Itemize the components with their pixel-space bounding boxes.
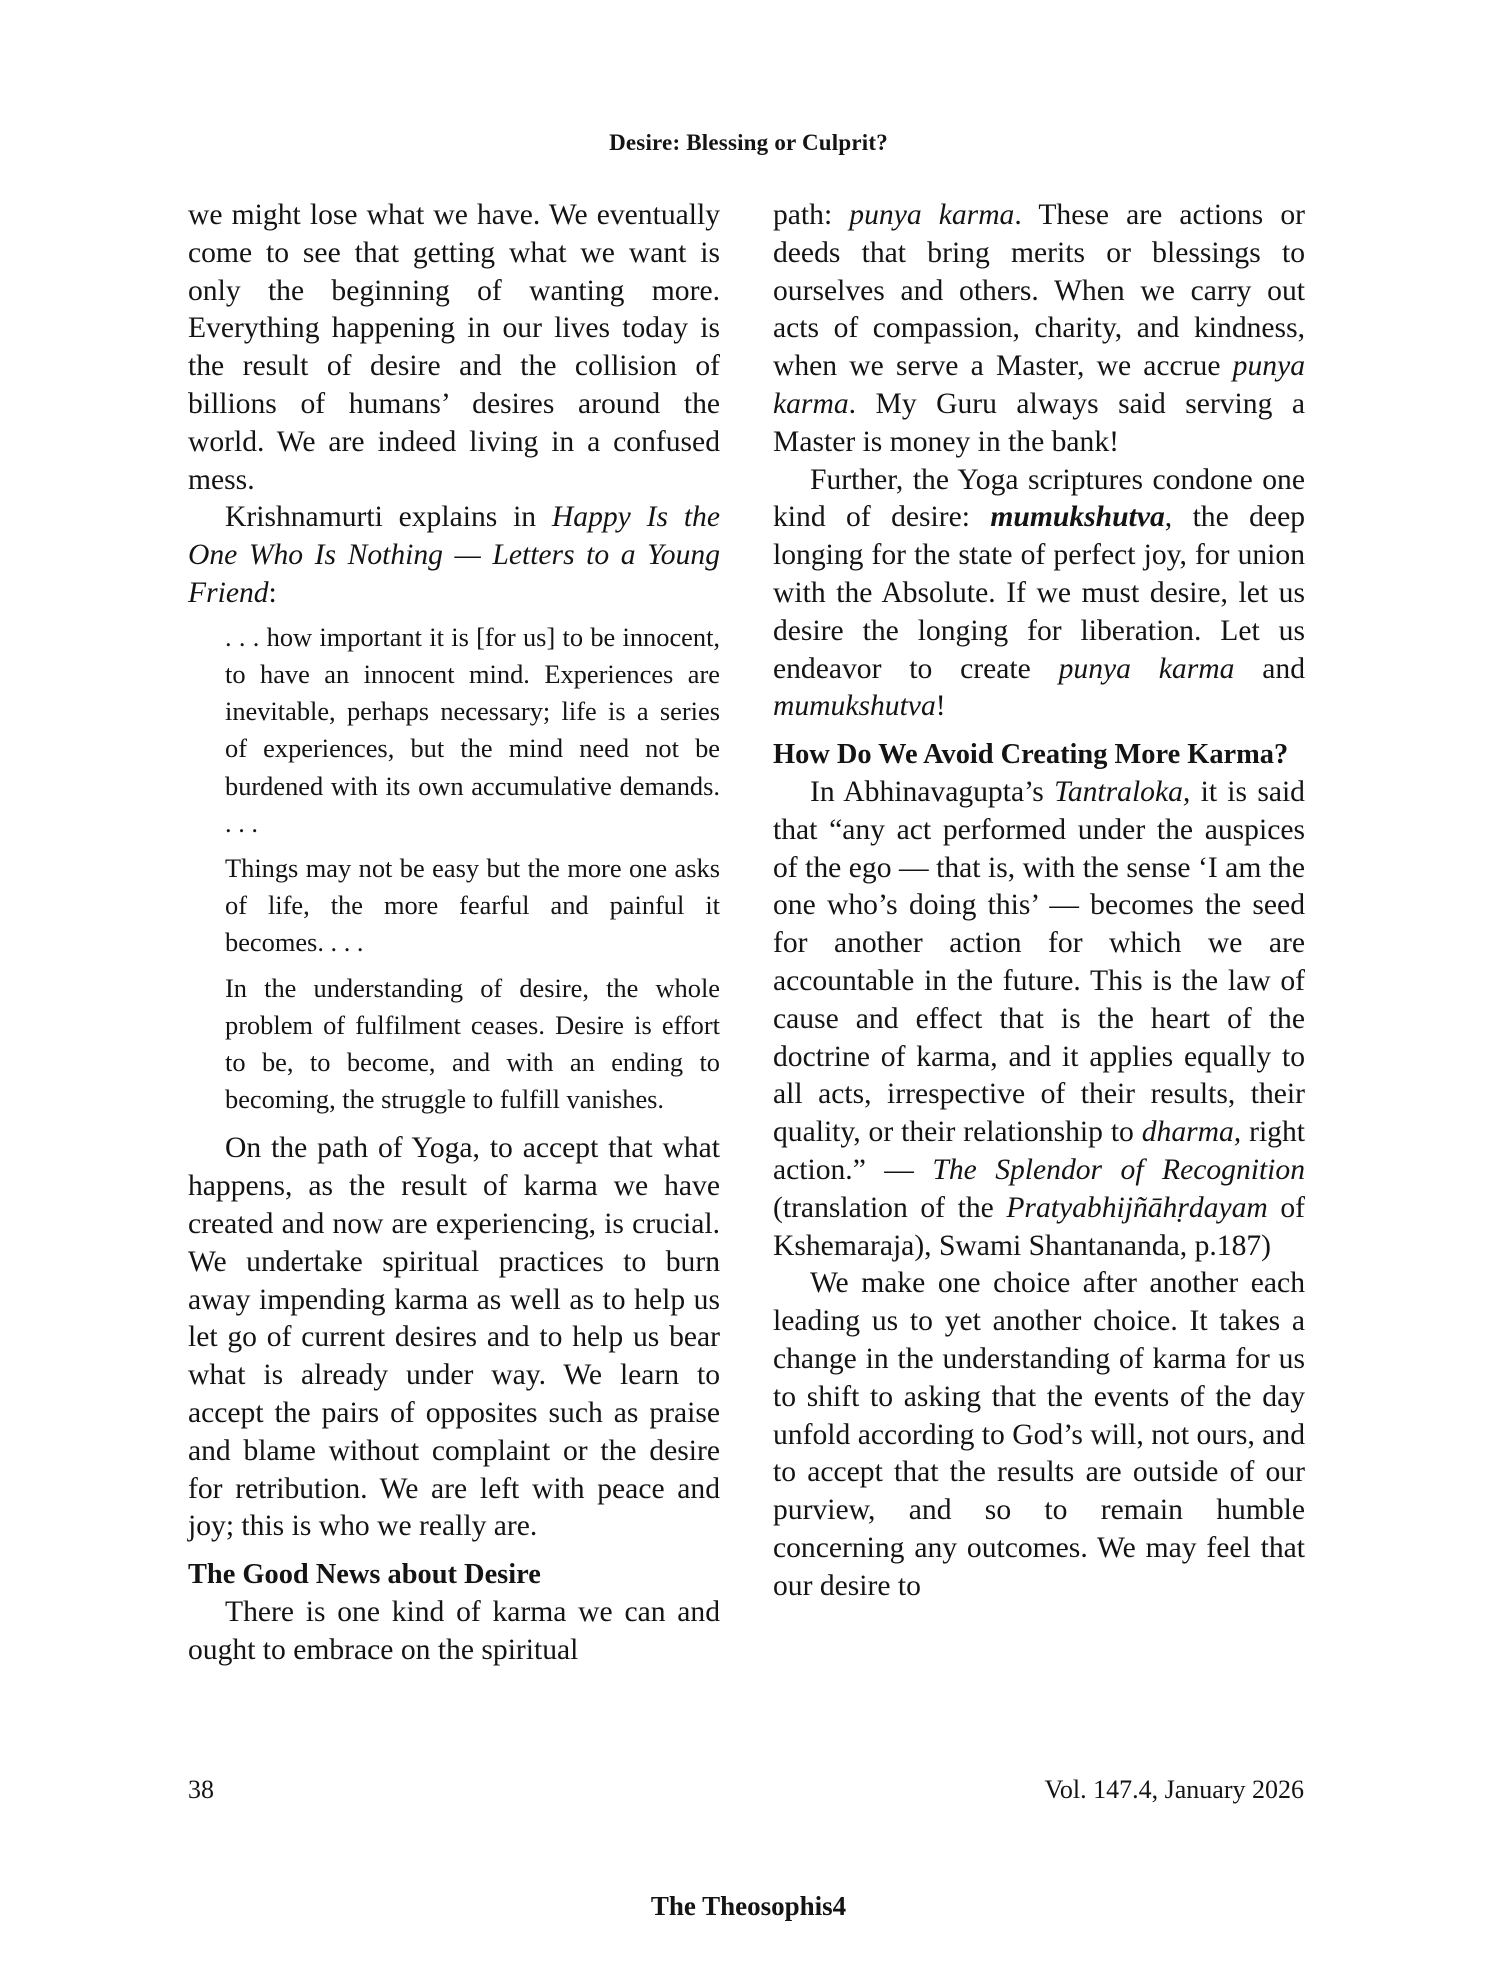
right-column — [773, 197, 1305, 1605]
term: punya karma — [1058, 652, 1235, 685]
text-run: ! — [935, 690, 946, 723]
book-title: Happy Is the One Who Is Nothing — Letters to a Young Friend — [188, 501, 720, 609]
left-column — [188, 197, 720, 1670]
text-run: and — [1234, 652, 1305, 685]
text-run: path: — [773, 199, 850, 231]
text-run: : — [268, 576, 277, 609]
text-run: it is said that “any act performed under the auspices of the ego — that is, with the sense ‘I am the one who’s doing this’ — becomes the seed for another action for which we are accountable in the future. This is the law of cause and effect that is the heart of the doctrine of karma, and it applies equally to all acts, irrespective of their results, their quality, or their relationship to — [773, 775, 1305, 1149]
text-run: Further, the Yoga scriptures condone one kind of desire: — [773, 463, 1305, 534]
text-run: right action.” — — [773, 1116, 1305, 1186]
paragraph: On the path of Yoga, to accept that what happens, as the result of karma we have created and now are experiencing, is crucial. We undertake spiritual practices to burn away impending karma as well as to help us let go of current desires and to help us bear what is already under way. We learn to accept the pairs of opposites such as praise and blame without complaint or the desire for retribution. We are left with peace and joy; this is who we really are. — [188, 1132, 720, 1543]
quote-paragraph: Things may not be easy but the more one asks of life, the more fearful and painful it becomes. . . . — [225, 852, 720, 958]
paragraph: There is one kind of karma we can and ought to embrace on the spiritual — [188, 1595, 720, 1666]
paragraph — [773, 462, 1305, 727]
running-head: Desire: Blessing or Culprit? — [609, 130, 888, 155]
text-run: (translation of the — [773, 1191, 1007, 1224]
quote-paragraph: . . . how important it is [for us] to be innocent, to have an innocent mind. Experiences are inevitable, perhaps necessary; life is a series of experiences, but the mind need not be burdened with its own accumulative demands. . . . — [225, 621, 720, 838]
term: mumukshutva — [773, 690, 936, 723]
text-run: In Abhinavagupta’s — [810, 775, 1055, 808]
text-run: . My Guru always said serving a Master is money in the bank! — [773, 387, 1305, 458]
paragraph — [773, 774, 1305, 1265]
paragraph — [188, 499, 720, 612]
block-quote — [225, 619, 720, 1119]
paragraph: We make one choice after another each leading us to yet another choice. It takes a change in the understanding of karma for us to shift to asking that the events of the day unfold according to God’s will, not ours, and to accept that the results are outside of our purview, and so to remain humble concerning any outcomes. We may feel that our desire to — [773, 1267, 1305, 1602]
book-title: Pratyabhijñāhṛdayam — [1006, 1191, 1268, 1224]
paragraph: we might lose what we have. We eventually come to see that getting what we want is only the beginning of wanting more. Everything happening in our lives today is the result of desire and the collision of billions of humans’ desires around the world. We are indeed living in a confused mess. — [188, 199, 720, 496]
text-run: Krishnamurti explains in — [225, 501, 552, 534]
quote-paragraph: In the understanding of desire, the whole problem of fulfilment ceases. Desire is effort to be, to become, and with an ending to becoming, the struggle to fulfill vanishes. — [225, 972, 720, 1115]
text-run: of Kshemaraja), Swami Shantananda, p.187) — [773, 1191, 1305, 1262]
text-run: , the deep longing for the state of perfect joy, for union with the Absolute. If we must desire, let us desire the longing for liberation. Let us endeavor to create — [773, 501, 1306, 685]
volume-info: Vol. 147.4, January 2026 — [1044, 1775, 1304, 1804]
section-heading: How Do We Avoid Creating More Karma? — [773, 739, 1289, 771]
book-title: The Splendor of Recognition — [932, 1153, 1305, 1186]
term: punya karma — [773, 350, 1305, 420]
term: punya karma — [849, 199, 1015, 231]
term: mumukshutva — [990, 501, 1165, 534]
paragraph — [773, 197, 1305, 462]
term: dharma, — [1141, 1116, 1242, 1149]
book-title: Tantraloka, — [1054, 775, 1191, 808]
text-run: . These are actions or deeds that bring merits or blessings to ourselves and others. When we carry out acts of compassion, charity, and kindness, when we serve a Master, we accrue — [773, 199, 1305, 383]
page-number: 38 — [188, 1775, 214, 1804]
journal-footer: The Theosophis4 — [650, 1891, 847, 1921]
section-heading: The Good News about Desire — [188, 1559, 541, 1591]
